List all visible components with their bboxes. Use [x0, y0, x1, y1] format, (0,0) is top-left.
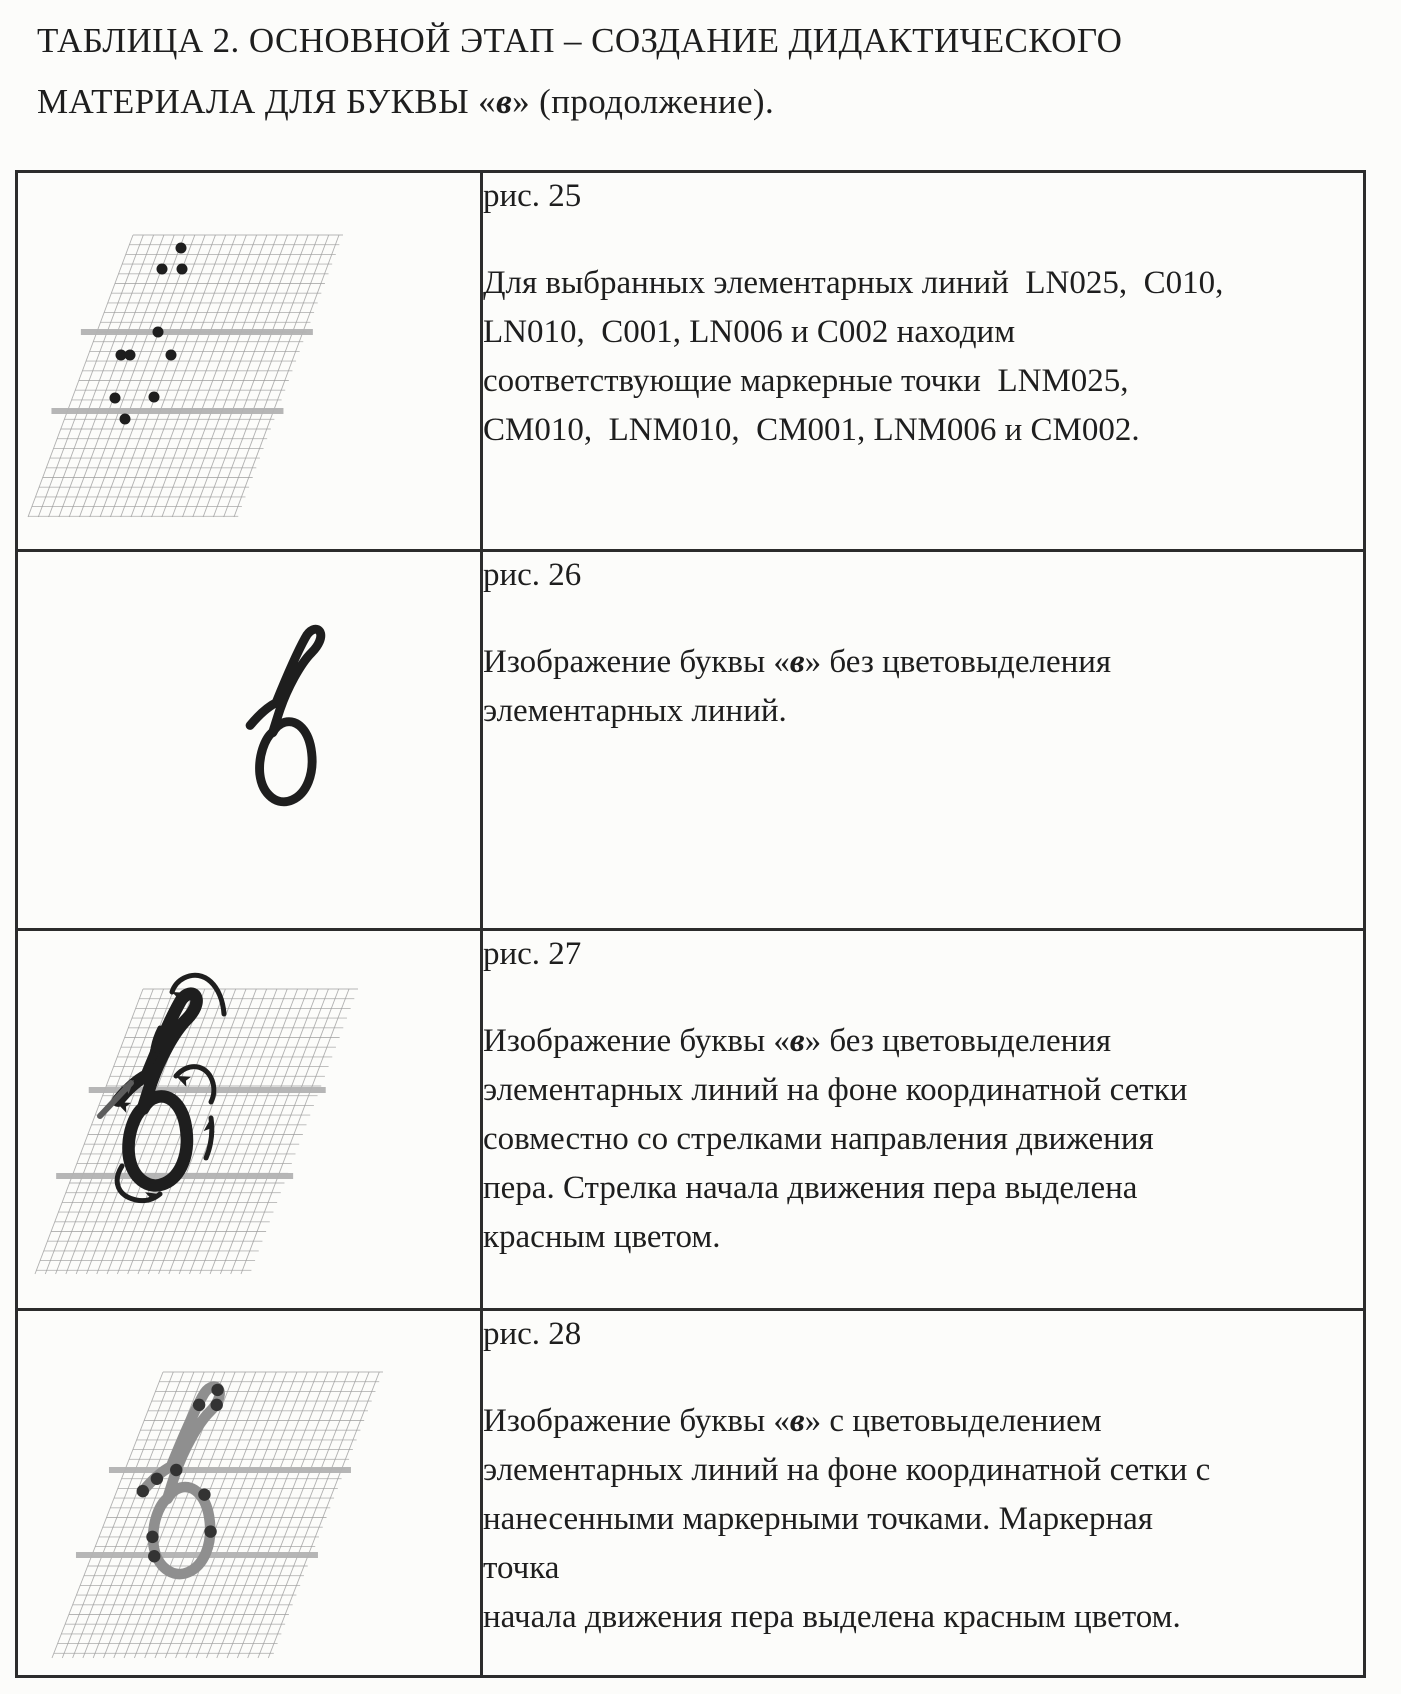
figure-letter-v-grid-marker-points — [18, 1311, 474, 1672]
grid-slant-line — [152, 235, 257, 517]
table-row — [17, 172, 1365, 551]
grid-slant-line — [80, 235, 185, 517]
marker-dot — [198, 1488, 210, 1500]
marker-dot — [204, 1525, 216, 1537]
grid-slant-line — [52, 1372, 163, 1658]
grid-slant-line — [213, 235, 318, 517]
figure-grid-marker-points — [18, 173, 474, 546]
grid-slant-line — [49, 235, 154, 517]
marker-dot — [151, 1473, 163, 1485]
marker-dot — [125, 350, 136, 361]
marker-dot — [153, 327, 164, 338]
caption-text: Изображение буквы « — [483, 1023, 790, 1059]
didactic-material-table — [15, 170, 1366, 1678]
grid-slant-line — [224, 235, 329, 517]
marker-dot — [120, 414, 131, 425]
marker-dot — [166, 350, 177, 361]
practice-grid — [52, 1372, 383, 1658]
grid-slant-line — [227, 1372, 338, 1658]
practice-grid — [28, 235, 343, 517]
marker-dot — [137, 1485, 149, 1497]
grid-slant-line — [241, 989, 349, 1274]
grid-slant-line — [231, 989, 339, 1274]
grid-slant-line — [203, 235, 308, 517]
figure-label: рис. 28 — [483, 1316, 582, 1352]
grid-slant-line — [234, 235, 339, 517]
caption-text: » (продолжение). — [512, 82, 775, 121]
figure-cell — [17, 1310, 482, 1677]
caption-text: Для выбранных элементарных линий LN025, C010, LN010, C001, LN006 и C002 находим соответствующие маркерные точки LNM025, CM010, LNM010, CM001, LNM006 и CM002. — [483, 265, 1224, 448]
grid-slant-line — [38, 235, 143, 517]
grid-slant-line — [258, 1372, 369, 1658]
table-row — [17, 551, 1365, 930]
caption-cell — [482, 1310, 1365, 1677]
marker-dot — [110, 393, 121, 404]
practice-grid — [35, 989, 358, 1274]
grid-slant-line — [124, 1372, 235, 1658]
figure-label: рис. 25 — [483, 178, 582, 214]
grid-slant-line — [59, 235, 164, 517]
grid-slant-line — [73, 1372, 184, 1658]
caption-text: Изображение буквы « — [483, 1403, 790, 1439]
grid-slant-line — [165, 1372, 276, 1658]
figure-caption — [483, 638, 1363, 736]
grid-slant-line — [162, 235, 267, 517]
letter-v-inline: в — [789, 1403, 805, 1439]
marker-dot — [146, 1531, 158, 1543]
grid-slant-line — [193, 235, 298, 517]
marker-dot — [177, 264, 188, 275]
caption-text: Изображение буквы « — [483, 644, 790, 680]
page-title-line2 — [37, 82, 774, 121]
caption-text: » с цветовыделением элементарных линий на фоне координатной сетки с нанесенными маркерными точками. Маркерная точка начала движения пера выделена красным цветом. — [483, 1403, 1211, 1635]
marker-dot — [149, 392, 160, 403]
letter-v-inline: в — [789, 644, 805, 680]
figure-cell — [17, 172, 482, 551]
marker-dot — [176, 243, 187, 254]
caption-cell — [482, 551, 1365, 930]
caption-text: » без цветовыделения элементарных линий на фоне координатной сетки совместно со стрелками направления движения пера. Стрелка начала движения пера выделена красным цветом. — [483, 1023, 1188, 1255]
figure-cell — [17, 551, 482, 930]
figure-label: рис. 27 — [483, 936, 582, 972]
figure-caption — [483, 1397, 1363, 1642]
letter-v-inline: в — [496, 82, 513, 121]
grid-slant-line — [90, 235, 195, 517]
grid-slant-line — [110, 235, 215, 517]
caption-cell — [482, 172, 1365, 551]
marker-dot — [170, 1464, 182, 1476]
grid-slant-line — [237, 1372, 348, 1658]
grid-slant-line — [100, 235, 205, 517]
grid-slant-line — [248, 1372, 359, 1658]
grid-slant-line — [172, 235, 277, 517]
grid-slant-line — [69, 235, 174, 517]
letter-v-inline: в — [789, 1023, 805, 1059]
table-row — [17, 1310, 1365, 1677]
grid-slant-line — [183, 235, 288, 517]
grid-slant-line — [141, 235, 246, 517]
grid-slant-line — [207, 1372, 318, 1658]
figure-caption — [483, 1017, 1363, 1262]
grid-slant-line — [220, 989, 328, 1274]
table-row — [17, 930, 1365, 1310]
figure-label: рис. 26 — [483, 557, 582, 593]
marker-dot — [157, 264, 168, 275]
figure-letter-v-grid-arrows — [18, 931, 474, 1305]
marker-dot — [211, 1399, 223, 1411]
grid-slant-line — [131, 235, 236, 517]
caption-cell — [482, 930, 1365, 1310]
grid-slant-line — [268, 1372, 379, 1658]
marker-dot — [211, 1384, 223, 1396]
marker-dot — [148, 1550, 160, 1562]
cursive-letter-v — [250, 629, 321, 802]
caption-text: МАТЕРИАЛА ДЛЯ БУКВЫ « — [37, 82, 497, 121]
grid-slant-line — [28, 235, 133, 517]
grid-slant-line — [121, 235, 226, 517]
figure-caption — [483, 259, 1363, 455]
grid-slant-line — [217, 1372, 328, 1658]
figure-letter-v-plain — [18, 552, 474, 925]
page-title — [37, 10, 1367, 132]
grid-slant-line — [83, 1372, 194, 1658]
page-title-line1: ТАБЛИЦА 2. ОСНОВНОЙ ЭТАП – СОЗДАНИЕ ДИДАКТИЧЕСКОГО — [37, 21, 1123, 60]
marker-dot — [193, 1399, 205, 1411]
figure-cell — [17, 930, 482, 1310]
caption-text: » без цветовыделения элементарных линий. — [483, 644, 1112, 729]
